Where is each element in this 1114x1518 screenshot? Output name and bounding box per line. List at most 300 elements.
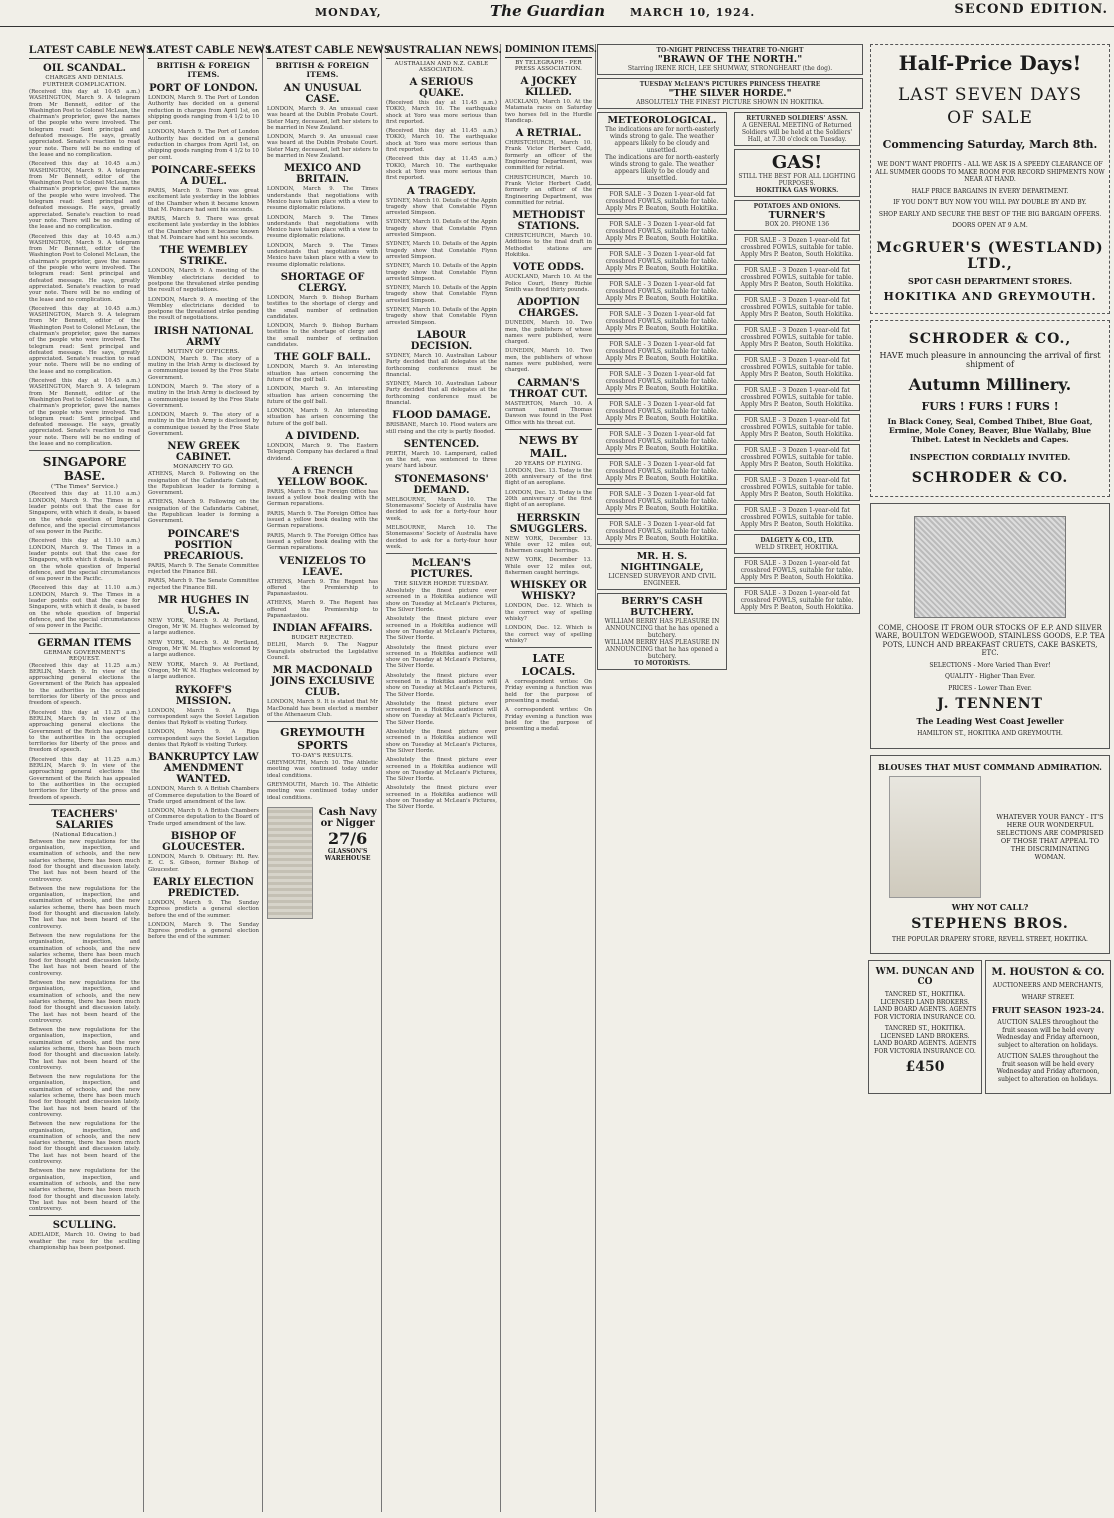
ad-text: SELECTIONS - More Varied Than Ever! bbox=[929, 661, 1051, 669]
article-body: LONDON, March 9. It is stated that Mr MacDonald has been elected a member of the Athenaeum Club. bbox=[267, 699, 378, 718]
classified-ad bbox=[597, 518, 727, 545]
article-body: LONDON, March 9. The Times understands that negotiations with Mexico have taken place with a view to resume diplomatic relations. bbox=[267, 242, 378, 268]
classified-ad bbox=[734, 587, 860, 614]
article-body: SYDNEY, March 10. Details of the Appin tragedy show that Constable Flynn arrested Simpson. bbox=[386, 197, 497, 217]
article-body: ADELAIDE, March 10. Owing to bad weather the race for the sculling championship has been postponed. bbox=[29, 1232, 140, 1252]
column-5 bbox=[502, 44, 596, 1512]
article-body: Absolutely the finest picture ever screened in a Hokitika audience will show on Tuesday at McLean's Pictures, The Silver Horde. bbox=[386, 644, 497, 670]
classified-ad bbox=[734, 234, 860, 261]
butchery-ad bbox=[597, 593, 727, 670]
article-body: PARIS, March 9. There was great excitement late yesterday in the lobbies of the Chamber when it became known that M. Poincare had sent his seconds. bbox=[148, 187, 259, 213]
ad-text: FOR SALE - 3 Dozen 1-year-old fat crossbred FOWLS, suitable for table. Apply Mrs P. Beaton, South Hokitika. bbox=[605, 221, 719, 242]
article-body: SYDNEY, March 10. Details of the Appin tragedy show that Constable Flynn arrested Simpson. bbox=[386, 219, 497, 239]
article-heading: MR HUGHES IN U.S.A. bbox=[157, 594, 250, 617]
classified-ad bbox=[597, 308, 727, 335]
column-3 bbox=[264, 44, 391, 1512]
article-heading: WHISKEY OR WHISKY? bbox=[510, 580, 587, 603]
ad-text: HAVE much pleasure in announcing the arrival of first shipment of bbox=[879, 350, 1101, 369]
firm-tagline: The Leading West Coast Jeweller bbox=[916, 716, 1064, 726]
ad-title: "BRAWN OF THE NORTH." bbox=[657, 54, 803, 65]
article-body: LONDON, March 9. Bishop Burham testifies to the shortage of clergy and the small number of ordination candidates. bbox=[267, 294, 378, 320]
article-body: (Received this day at 11.45 a.m.) TOKIO, March 10. The earthquake shock at Yoro was more serious than first reported. bbox=[386, 128, 497, 154]
article-body: LONDON, March 9. A Riga correspondent says the Soviet Legation denies that Rykoff is visiting Turkey. bbox=[148, 707, 259, 727]
ad-title: DALGETY & CO., LTD. bbox=[760, 537, 834, 544]
article-body: A correspondent writes: On Friday evening a function was held for the purpose of presenting a medal. bbox=[505, 679, 592, 705]
article-heading: A FRENCH YELLOW BOOK. bbox=[277, 465, 368, 488]
article-heading: INDIAN AFFAIRS. bbox=[272, 623, 373, 635]
sale-headline: Half-Price Days! bbox=[898, 51, 1082, 75]
ad-text: BOX 20. PHONE 136 bbox=[764, 221, 830, 228]
ad-text: LICENSED SURVEYOR AND CIVIL ENGINEER. bbox=[608, 573, 716, 587]
article-heading: A DIVIDEND. bbox=[285, 430, 360, 442]
houston-ad bbox=[985, 960, 1111, 1094]
ad-text: FOR SALE - 3 Dozen 1-year-old fat crossbred FOWLS, suitable for table. Apply Mrs P. Beaton, South Hokitika. bbox=[740, 447, 854, 468]
firm-name: SCHRODER & CO. bbox=[911, 469, 1069, 486]
ad-text: QUALITY - Higher Than Ever. bbox=[944, 673, 1036, 680]
masthead-date: MARCH 10, 1924. bbox=[630, 6, 756, 19]
article-body: (Received this day at 10.45 a.m.) WASHINGTON, March 9. A telegram from Mr Bennett, editor of the Washington Post to Colonel McLean, the chairman's proprietor, gave the names of the people who were involved. The telegram read: Sent principal and defeated message. He says, greatly appreciated. Senate's reaction to read your note. There will be no ending of the lease and no complication. bbox=[29, 233, 140, 303]
article-body: Absolutely the finest picture ever screened in a Hokitika audience will show on Tuesday at McLean's Pictures, The Silver Horde. bbox=[386, 672, 497, 698]
article-body: (Received this day at 10.45 a.m.) WASHINGTON, March 9. A telegram from Mr Bennett, editor of the Washington Post to Colonel McLean, the chairman's proprietor, gave the names of the people who were involved. The telegram read: Sent principal and defeated message. He says, greatly appreciated. Senate's reaction to read your note. There will be no ending of the lease and no complication. bbox=[29, 89, 140, 158]
article-body: PERTH, March 10. Lamperard, called on the net, was sentenced to three years' hard labour. bbox=[386, 450, 497, 470]
article-body: (Received this day at 11.45 a.m.) TOKIO, March 10. The earthquake shock at Yoro was more serious than first reported. bbox=[386, 100, 497, 125]
ad-title: BLOUSES THAT MUST COMMAND ADMIRATION. bbox=[878, 761, 1102, 772]
ad-text: WILLIAM BERRY HAS PLEASURE IN ANNOUNCING that he has opened a butchery. bbox=[604, 618, 720, 639]
store-location: HOKITIKA AND GREYMOUTH. bbox=[883, 289, 1097, 303]
article-body: (Received this day at 11.25 a.m.) BERLIN, March 9. In view of the approaching general elections the Government of the Reich has appealed to the authorities in the occupied territories for liberty of the press and freedom of speech. bbox=[29, 756, 140, 801]
ad-text: In Black Coney, Seal, Combed Thibet, Blue Goat, Ermine, Mole Coney, Beaver, Blue Wallaby, Blue Thibet. Latest in Necklets and Capes. bbox=[887, 416, 1093, 444]
ad-header: TUESDAY McLEAN'S PICTURES PRINCESS THEATRE bbox=[639, 81, 821, 88]
article-heading: STONEMASONS' DEMAND. bbox=[394, 473, 489, 496]
ad-text: FOR SALE - 3 Dozen 1-year-old fat crossbred FOWLS, suitable for table. Apply Mrs P. Beaton, South Hokitika. bbox=[740, 387, 854, 408]
article-heading: A JOCKEY KILLED. bbox=[520, 76, 577, 98]
article-heading: ADOPTION CHARGES. bbox=[517, 297, 580, 320]
woman-illustration bbox=[889, 776, 981, 898]
column-subheading: BRITISH & FOREIGN ITEMS. bbox=[156, 61, 251, 79]
article-subheading: BUDGET REJECTED. bbox=[291, 635, 354, 642]
article-heading: EARLY ELECTION PREDICTED. bbox=[153, 876, 254, 899]
article-body: PARIS, March 9. The Foreign Office has issued a yellow book dealing with the German reparations. bbox=[267, 488, 378, 508]
article-body: LONDON, Dec. 13. Today is the 20th anniversary of the first flight of an aeroplane. bbox=[505, 467, 592, 487]
classified-ad bbox=[597, 218, 727, 245]
meteorological-notice bbox=[597, 112, 727, 185]
article-subheading: TO-DAY'S RESULTS. bbox=[291, 753, 354, 760]
potatoes-ad bbox=[734, 200, 860, 231]
ad-text: FOR SALE - 3 Dozen 1-year-old fat crossbred FOWLS, suitable for table. Apply Mrs P. Beaton, South Hokitika. bbox=[605, 311, 719, 332]
article-body: LONDON, March 9. An interesting situation has arisen concerning the future of the golf ball. bbox=[267, 408, 378, 427]
ad-text: FOR SALE - 3 Dozen 1-year-old fat crossbred FOWLS, suitable for table. Apply Mrs P. Beaton, South Hokitika. bbox=[605, 521, 719, 542]
article-subheading: GERMAN GOVERNMENT'S REQUEST. bbox=[43, 649, 126, 662]
firm-address: WHARF STREET. bbox=[1021, 993, 1075, 1001]
article-heading: SHORTAGE OF CLERGY. bbox=[280, 271, 365, 294]
article-heading: IRISH NATIONAL ARMY bbox=[154, 325, 253, 348]
article-body: Absolutely the finest picture ever screened in a Hokitika audience will show on Tuesday at McLean's Pictures, The Silver Horde. bbox=[386, 785, 497, 811]
ad-text: FOR SALE - 3 Dozen 1-year-old fat crossbred FOWLS, suitable for table. Apply Mrs P. Beaton, South Hokitika. bbox=[605, 341, 719, 362]
article-body: LONDON, March 9. The story of a mutiny in the Irish Army is disclosed by a communique issued by the Free State Government. bbox=[148, 412, 259, 437]
ad-title: BERRY'S CASH BUTCHERY. bbox=[621, 596, 703, 618]
ad-title: RETURNED SOLDIERS' ASSN. bbox=[746, 115, 848, 122]
ad-text: ABSOLUTELY THE FINEST PICTURE SHOWN IN HOKITIKA. bbox=[636, 99, 824, 106]
classified-ad bbox=[734, 264, 860, 291]
article-heading: SCULLING. bbox=[52, 1220, 117, 1232]
classified-ad bbox=[597, 338, 727, 365]
ad-title: MR. H. S. NIGHTINGALE, bbox=[620, 551, 704, 573]
article-body: LONDON, March 9. The story of a mutiny in the Irish Army is disclosed by a communique issued by the Free State Government. bbox=[148, 355, 259, 381]
article-body: PARIS, March 9. The Foreign Office has issued a yellow book dealing with the German reparations. bbox=[267, 532, 378, 552]
article-heading: NEWS BY MAIL. bbox=[518, 433, 579, 460]
article-body: Between the new regulations for the organisation, inspection, and examination of schools, and the new salaries scheme, there has been much food for thought and discussion lately. The last has not been heard of the controversy. bbox=[29, 1074, 140, 1118]
store-tagline: SPOT CASH DEPARTMENT STORES. bbox=[907, 275, 1073, 286]
article-body: A correspondent writes: On Friday evening a function was held for the purpose of presenting a medal. bbox=[505, 707, 592, 733]
ad-header: TO-NIGHT PRINCESS THEATRE TO-NIGHT bbox=[656, 47, 804, 54]
ad-subtitle: FRUIT SEASON 1923-24. bbox=[991, 1005, 1105, 1015]
article-heading: HERRSKIN SMUGGLERS. bbox=[509, 512, 588, 535]
article-heading: SINGAPORE BASE. bbox=[42, 455, 127, 484]
ad-text: WILLIAM BERRY HAS PLEASURE IN ANNOUNCING that he has opened a butchery. bbox=[604, 639, 720, 660]
ads-left-subcolumn bbox=[595, 112, 729, 673]
article-heading: A SERIOUS QUAKE. bbox=[409, 77, 474, 99]
theatre-ad-mcleans bbox=[597, 78, 863, 109]
column-heading: LATEST CABLE NEWS bbox=[29, 44, 140, 59]
classified-ad bbox=[734, 557, 860, 584]
ad-text: The indications are for north-easterly winds strong to gale. The weather appears likely to be cloudy and unsettled. bbox=[604, 126, 720, 154]
firm-address: HAMILTON ST., HOKITIKA AND GREYMOUTH. bbox=[917, 730, 1063, 737]
article-heading: LATE LOCALS. bbox=[521, 652, 576, 679]
ad-text: TANCRED ST., HOKITIKA. LICENSED LAND BROKERS. LAND BOARD AGENTS. AGENTS FOR VICTORIA INSURANCE CO. bbox=[873, 1025, 977, 1055]
gas-ad bbox=[734, 149, 860, 197]
stephens-blouses-ad bbox=[870, 755, 1110, 955]
glasson-ad bbox=[267, 807, 378, 919]
ad-text: WELD STREET, HOKITIKA. bbox=[755, 544, 839, 551]
article-body: (Received this day at 10.45 a.m.) WASHINGTON, March 9. A telegram from Mr Bennett, editor of the Washington Post to Colonel McLean, the chairman's proprietor, gave the names of the people who were involved. The telegram read: Sent principal and defeated message. He says, greatly appreciated. Senate's reaction to read your note. There will be no ending of the lease and no complication. bbox=[29, 378, 140, 448]
article-body: PARIS, March 9. There was great excitement late yesterday in the lobbies of the Chamber when it became known that M. Poincare had sent his seconds. bbox=[148, 216, 259, 242]
article-body: Between the new regulations for the organisation, inspection, and examination of schools, and the new salaries scheme, there has been much food for thought and discussion lately. The last has not been heard of the controversy. bbox=[29, 1121, 140, 1166]
article-body: LONDON, March 9. The Port of London Authority has decided on a general reduction in charges from April 1st, on shipping goods ranging from 4 1/2 to 10 per cent. bbox=[148, 129, 259, 161]
sale-text: SHOP EARLY AND SECURE THE BEST OF THE BIG BARGAIN OFFERS. bbox=[878, 210, 1102, 218]
divider bbox=[505, 647, 592, 648]
article-body: PARIS, March 9. The Senate Committee rejected the Finance Bill. bbox=[148, 578, 259, 591]
column-1 bbox=[26, 44, 153, 1512]
article-body: (Received this day at 11.45 a.m.) TOKIO, March 10. The earthquake shock at Yoro was more serious than first reported. bbox=[386, 156, 497, 182]
divider bbox=[29, 633, 140, 634]
article-body: BRISBANE, March 10. Flood waters are still rising and the city is partly flooded. bbox=[386, 422, 497, 435]
article-body: LONDON, March 9. The story of a mutiny in the Irish Army is disclosed by a communique issued by the Free State Government. bbox=[148, 383, 259, 409]
classified-ad bbox=[734, 444, 860, 471]
article-body: ATHENS, March 9. Following on the resignation of the Cafandaris Cabinet, the Republican leader is forming a Government. bbox=[148, 471, 259, 497]
article-body: LONDON, March 9. The Sunday Express predicts a general election before the end of the summer. bbox=[148, 921, 259, 941]
ad-text: FOR SALE - 3 Dozen 1-year-old fat crossbred FOWLS, suitable for table. Apply Mrs P. Beaton, South Hokitika. bbox=[605, 431, 719, 452]
theatre-ad-princess bbox=[597, 44, 863, 75]
column-subheading: BRITISH & FOREIGN ITEMS. bbox=[275, 61, 370, 79]
ad-title: METEOROLOGICAL. bbox=[607, 115, 717, 126]
ad-title: POTATOES AND ONIONS. bbox=[753, 203, 841, 210]
firm-name: WM. DUNCAN AND CO bbox=[875, 967, 975, 987]
article-body: Absolutely the finest picture ever screened in a Hokitika audience will show on Tuesday at McLean's Pictures, The Silver Horde. bbox=[386, 700, 497, 726]
article-body: LONDON, Dec. 12. Which is the correct way of spelling whisky? bbox=[505, 603, 592, 622]
ad-text: WHY NOT CALL? bbox=[951, 901, 1029, 912]
ad-text: FOR SALE - 3 Dozen 1-year-old fat crossbred FOWLS, suitable for table. Apply Mrs P. Beaton, South Hokitika. bbox=[740, 357, 854, 378]
article-heading: MR MACDONALD JOINS EXCLUSIVE CLUB. bbox=[270, 665, 375, 699]
ad-text: FOR SALE - 3 Dozen 1-year-old fat crossbred FOWLS, suitable for table. Apply Mrs P. Beaton, South Hokitika. bbox=[605, 191, 719, 212]
article-body: DUNEDIN, March 10. Two men, the publishers of whose names were published, were charged. bbox=[505, 320, 592, 346]
article-heading: CARMAN'S THROAT CUT. bbox=[509, 377, 588, 400]
article-body: ATHENS, March 9. The Regent has offered the Premiership to Papanastasiou. bbox=[267, 600, 378, 620]
article-body: (Received this day at 11.25 a.m.) BERLIN, March 9. In view of the approaching general elections the Government of the Reich has appealed to the authorities in the occupied territories for liberty of the press and freedom of speech. bbox=[29, 709, 140, 754]
right-column bbox=[868, 44, 1112, 1512]
article-body: SYDNEY, March 10. Details of the Appin tragedy show that Constable Flynn arrested Simpson. bbox=[386, 241, 497, 260]
store-name: McGRUER'S (WESTLAND) LTD., bbox=[876, 239, 1104, 272]
ad-product: Cash Navy or Nigger bbox=[318, 806, 377, 829]
article-subheading: MONARCHY TO GO. bbox=[173, 464, 234, 471]
article-body: Between the new regulations for the organisation, inspection, and examination of schools, and the new salaries scheme, there has been much food for thought and discussion lately. The last has not been heard of the controversy. bbox=[29, 1027, 140, 1071]
article-body: LONDON, Dec. 13. Today is the 20th anniversary of the first flight of an aeroplane. bbox=[505, 489, 592, 509]
firm-name: J. TENNENT bbox=[937, 696, 1043, 712]
article-body: Between the new regulations for the organisation, inspection, and examination of schools, and the new salaries scheme, there has been much food for thought and discussion lately. The last has not been heard of the controversy. bbox=[29, 885, 140, 930]
article-body: SYDNEY, March 10. Details of the Appin tragedy show that Constable Flynn arrested Simpson. bbox=[386, 307, 497, 326]
ad-highlight: Autumn Millinery. bbox=[908, 374, 1072, 394]
article-body: MELBOURNE, March 10. The Stonemasons' Society of Australia have decided to ask for a forty-four hour week. bbox=[386, 524, 497, 550]
article-heading: GREYMOUTH SPORTS bbox=[280, 726, 365, 753]
article-body: Between the new regulations for the organisation, inspection, and examination of schools, and the new salaries scheme, there has been much food for thought and discussion lately. The last has not been heard of the controversy. bbox=[29, 1168, 140, 1213]
sale-subheadline: OF SALE bbox=[947, 108, 1033, 128]
article-body: MASTERTON, March 10. A carman named Thomas Dawson was found in the Post Office with his throat cut. bbox=[505, 400, 592, 426]
article-heading: POINCARE'S POSITION PRECARIOUS. bbox=[163, 528, 244, 562]
article-body: SYDNEY, March 10. Details of the Appin tragedy show that Constable Flynn arrested Simpson. bbox=[386, 285, 497, 304]
classified-ad bbox=[597, 188, 727, 215]
article-subheading: 20 YEARS OF FLYING. bbox=[514, 460, 583, 467]
firm-name: SCHRODER & CO., bbox=[908, 330, 1072, 347]
silverware-illustration bbox=[914, 516, 1066, 618]
article-heading: METHODIST STATIONS. bbox=[512, 210, 585, 233]
ad-text: FOR SALE - 3 Dozen 1-year-old fat crossbred FOWLS, suitable for table. Apply Mrs P. Beaton, South Hokitika. bbox=[740, 560, 854, 581]
ad-firm: GLASSON'S WAREHOUSE bbox=[324, 847, 371, 862]
article-heading: THE WEMBLEY STRIKE. bbox=[159, 245, 248, 268]
column-heading: AUSTRALIAN NEWS. bbox=[386, 44, 497, 59]
article-body: Absolutely the finest picture ever screened in a Hokitika audience will show on Tuesday at McLean's Pictures, The Silver Horde. bbox=[386, 588, 497, 614]
article-body: Between the new regulations for the organisation, inspection, and examination of schools, and the new salaries scheme, there has been much food for thought and discussion lately. The last has not been heard of the controversy. bbox=[29, 932, 140, 977]
ad-text: FOR SALE - 3 Dozen 1-year-old fat crossbred FOWLS, suitable for table. Apply Mrs P. Beaton, South Hokitika. bbox=[605, 461, 719, 482]
ad-text: FOR SALE - 3 Dozen 1-year-old fat crossbred FOWLS, suitable for table. Apply Mrs P. Beaton, South Hokitika. bbox=[605, 491, 719, 512]
ad-text: AUCTION SALES throughout the fruit season will be held every Wednesday and Friday afternoon, subject to alteration on holidays. bbox=[996, 1053, 1100, 1083]
article-heading: BISHOP OF GLOUCESTER. bbox=[162, 831, 245, 854]
masthead-edition: SECOND EDITION. bbox=[954, 2, 1108, 17]
article-body: LONDON, March 9. A British Chambers of Commerce deputation to the Board of Trade urged amendment of the law. bbox=[148, 786, 259, 805]
ad-price: 27/6 bbox=[327, 828, 368, 848]
article-body: NEW YORK, March 9. At Portland, Oregon, Mr W. M. Hughes welcomed by a large audience. bbox=[148, 661, 259, 681]
ad-text: Starring IRENE RICH, LEE SHUMWAY, STRONGHEART (the dog). bbox=[627, 65, 833, 72]
article-body: SYDNEY, March 10. Australian Labour Party decided that all delegates at the forthcoming conference must be financial. bbox=[386, 381, 497, 406]
ad-text: The indications are for north-easterly winds strong to gale. The weather appears likely to be cloudy and unsettled. bbox=[604, 154, 720, 182]
ad-text: AUCTION SALES throughout the fruit season will be held every Wednesday and Friday afternoon, subject to alteration on holidays. bbox=[996, 1019, 1100, 1049]
article-body: LONDON, March 9. The Eastern Telegraph Company has declared a final dividend. bbox=[267, 442, 378, 462]
ad-highlight: FURS ! FURS ! FURS ! bbox=[921, 399, 1059, 413]
column-2 bbox=[145, 44, 272, 1512]
article-body: (Received this day at 10.45 a.m.) WASHINGTON, March 9. A telegram from Mr Bennett, editor of the Washington Post to Colonel McLean, the chairman's proprietor, gave the names of the people who were involved. The telegram read: Sent principal and defeated message. He says, greatly appreciated. Senate's reaction to read your note. There will be no ending of the lease and no complication. bbox=[29, 161, 140, 231]
article-heading: TEACHERS' SALARIES bbox=[51, 808, 118, 831]
article-body: LONDON, March 9. An interesting situation has arisen concerning the future of the golf ball. bbox=[267, 386, 378, 405]
divider bbox=[29, 1215, 140, 1216]
ad-text: FOR SALE - 3 Dozen 1-year-old fat crossbred FOWLS, suitable for table. Apply Mrs P. Beaton, South Hokitika. bbox=[740, 297, 854, 318]
ad-subtitle: HOKITIKA GAS WORKS. bbox=[755, 187, 839, 194]
price-highlight: £450 bbox=[905, 1059, 945, 1075]
ad-subtitle: TO MOTORISTS. bbox=[633, 660, 691, 667]
article-subheading: ("The Times" Service.) bbox=[50, 484, 119, 491]
article-body: NEW YORK, March 9. At Portland, Oregon, Mr W. M. Hughes welcomed by a large audience. bbox=[148, 617, 259, 637]
article-subheading: THE SILVER HORDE TUESDAY. bbox=[394, 581, 489, 588]
ad-title: "THE SILVER HORDE." bbox=[668, 88, 792, 99]
article-body: (Received this day at 11.10 a.m.) LONDON, March 9. The Times in a leader points out that the case for Singapore, with which it deals, is based on the whole question of Imperial defence, and the special circumstances of sea power in the Pacific. bbox=[29, 538, 140, 583]
article-body: LONDON, March 9. The Port of London Authority has decided on a general reduction in charges from April 1st, on shipping goods ranging from 4 1/2 to 10 per cent. bbox=[148, 95, 259, 127]
returned-soldiers-notice bbox=[734, 112, 860, 146]
ad-text: FOR SALE - 3 Dozen 1-year-old fat crossbred FOWLS, suitable for table. Apply Mrs P. Beaton, South Hokitika. bbox=[605, 371, 719, 392]
article-subheading: (National Education.) bbox=[52, 831, 117, 838]
article-body: Absolutely the finest picture ever screened in a Hokitika audience will show on Tuesday at McLean's Pictures, The Silver Horde. bbox=[386, 729, 497, 754]
article-body: PARIS, March 9. The Senate Committee rejected the Finance Bill. bbox=[148, 562, 259, 575]
article-heading: RYKOFF'S MISSION. bbox=[175, 684, 232, 707]
firm-tagline: AUCTIONEERS AND MERCHANTS, bbox=[992, 982, 1104, 989]
ads-right-subcolumn bbox=[732, 112, 862, 673]
article-body: AUCKLAND, March 10. At the Police Court, Henry Richie Smith was fined thirty pounds. bbox=[505, 274, 592, 293]
sale-text: DOORS OPEN AT 9 A.M. bbox=[952, 222, 1028, 229]
article-heading: POINCARE-SEEKS A DUEL. bbox=[151, 164, 256, 187]
article-body: LONDON, March 9. A British Chambers of Commerce deputation to the Board of Trade urged amendment of the law. bbox=[148, 808, 259, 827]
ad-text: TANCRED ST., HOKITIKA. LICENSED LAND BROKERS. LAND BOARD AGENTS. AGENTS FOR VICTORIA INSURANCE CO. bbox=[873, 991, 977, 1021]
divider bbox=[505, 429, 592, 430]
article-body: DELHI, March 9. The Nagpur Swarajists obstructed the Legislative Council. bbox=[267, 642, 378, 661]
classified-ad bbox=[734, 384, 860, 411]
article-body: LONDON, March 9. The Times understands that negotiations with Mexico have taken place with a view to resume diplomatic relations. bbox=[267, 186, 378, 212]
article-body: PARIS, March 9. The Foreign Office has issued a yellow book dealing with the German reparations. bbox=[267, 510, 378, 530]
classified-ad bbox=[597, 248, 727, 275]
article-heading: LABOUR DECISION. bbox=[410, 329, 473, 352]
ad-text: FOR SALE - 3 Dozen 1-year-old fat crossbred FOWLS, suitable for table. Apply Mrs P. Beaton, South Hokitika. bbox=[740, 237, 854, 258]
classified-ad bbox=[597, 278, 727, 305]
article-body: LONDON, March 9. The Sunday Express predicts a general election before the end of the summer. bbox=[148, 899, 259, 919]
article-body: LONDON, March 9. Obituary: Rt. Rev. E. C. S. Gibson, former Bishop of Gloucester. bbox=[148, 854, 259, 873]
ad-text: FOR SALE - 3 Dozen 1-year-old fat crossbred FOWLS, suitable for table. Apply Mrs P. Beaton, South Hokitika. bbox=[740, 267, 854, 288]
ad-text: FOR SALE - 3 Dozen 1-year-old fat crossbred FOWLS, suitable for table. Apply Mrs P. Beaton, South Hokitika. bbox=[740, 417, 854, 438]
article-body: LONDON, March 9. Bishop Burham testifies to the shortage of clergy and the small number of ordination candidates. bbox=[267, 323, 378, 349]
classified-ad bbox=[597, 458, 727, 485]
article-body: LONDON, March 9. An interesting situation has arisen concerning the future of the golf ball. bbox=[267, 364, 378, 383]
article-body: LONDON, March 9. An unusual case was heard at the Dublin Probate Court. Sister Mary, deceased, left her sisters to be married in New Zealand. bbox=[267, 106, 378, 131]
article-body: Between the new regulations for the organisation, inspection, and examination of schools, and the new salaries scheme, there has been much food for thought and discussion lately. The last has not been heard of the controversy. bbox=[29, 838, 140, 883]
ad-text: A GENERAL MEETING of Returned Soldiers will be held at the Soldiers' Hall, at 7.30 o'clock on Tuesday. bbox=[741, 122, 853, 143]
ad-text: STILL THE BEST FOR ALL LIGHTING PURPOSES. bbox=[738, 173, 856, 187]
article-body: GREYMOUTH, March 10. The Athletic meeting was continued today under ideal conditions. bbox=[267, 760, 378, 779]
masthead bbox=[0, 0, 1114, 27]
column-heading: LATEST CABLE NEWS bbox=[267, 44, 378, 59]
divider bbox=[267, 721, 378, 722]
article-body: LONDON, March 9. A meeting of the Wembley electricians decided to postpone the threatened strike pending the result of negotiations. bbox=[148, 296, 259, 322]
schroder-millinery-ad bbox=[870, 320, 1110, 497]
ad-text: FOR SALE - 3 Dozen 1-year-old fat crossbred FOWLS, suitable for table. Apply Mrs P. Beaton, South Hokitika. bbox=[605, 401, 719, 422]
article-body: CHRISTCHURCH, March 10. Additions to the final draft in Methodist stations are Hokitika. bbox=[505, 233, 592, 259]
article-body: Absolutely the finest picture ever screened in a Hokitika audience will show on Tuesday at McLean's Pictures, The Silver Horde. bbox=[386, 616, 497, 642]
duncan-ad bbox=[868, 960, 982, 1094]
ad-text: WHATEVER YOUR FANCY - IT'S HERE OUR WONDERFUL SELECTIONS ARE COMPRISED OF THOSE THAT APPEAL TO THE DISCRIMINATING WOMAN. bbox=[996, 812, 1104, 861]
article-body: DUNEDIN, March 10. Two men, the publishers of whose names were published, were charged. bbox=[505, 348, 592, 374]
article-body: LONDON, March 9. A Riga correspondent says the Soviet Legation denies that Rykoff is visiting Turkey. bbox=[148, 729, 259, 748]
article-body: CHRISTCHURCH, March 10. Frank Victor Herbert Cadd, formerly an officer of the Engineering Department, was committed for retrial. bbox=[505, 140, 592, 172]
article-heading: McLEAN'S PICTURES. bbox=[410, 558, 473, 581]
article-heading: GERMAN ITEMS bbox=[37, 637, 132, 649]
classified-ad bbox=[734, 324, 860, 351]
article-heading: A TRAGEDY. bbox=[407, 185, 476, 197]
article-heading: BANKRUPTCY LAW AMENDMENT WANTED. bbox=[148, 752, 259, 786]
sale-text: IF YOU DON'T BUY NOW YOU WILL PAY DOUBLE BY AND BY. bbox=[893, 199, 1087, 206]
classified-ad bbox=[734, 504, 860, 531]
masthead-paper-name: The Guardian bbox=[490, 2, 605, 20]
ad-text: FOR SALE - 3 Dozen 1-year-old fat crossbred FOWLS, suitable for table. Apply Mrs P. Beaton, South Hokitika. bbox=[740, 477, 854, 498]
article-heading: PORT OF LONDON. bbox=[149, 83, 258, 94]
classified-ad bbox=[734, 474, 860, 501]
article-heading: NEW GREEK CABINET. bbox=[167, 441, 240, 464]
article-body: SYDNEY, March 10. Australian Labour Party decided that all delegates at the forthcoming conference must be financial. bbox=[386, 352, 497, 378]
article-body: NEW YORK, March 9. At Portland, Oregon, Mr W. M. Hughes welcomed by a large audience. bbox=[148, 639, 259, 659]
article-body: NEW YORK, December 13. While over 12 miles out, fishermen caught herrings. bbox=[505, 535, 592, 555]
article-body: Absolutely the finest picture ever screened in a Hokitika audience will show on Tuesday at McLean's Pictures, The Silver Horde. bbox=[386, 757, 497, 783]
ad-text: PRICES - Lower Than Ever. bbox=[948, 684, 1032, 692]
masthead-day: MONDAY, bbox=[315, 6, 382, 19]
article-heading: MEXICO AND BRITAIN. bbox=[284, 163, 361, 186]
article-body: (Received this day at 10.45 a.m.) WASHINGTON, March 9. A telegram from Mr Bennett, editor of the Washington Post to Colonel McLean, the chairman's proprietor, gave the names of the people who were involved. The telegram read: Sent principal and defeated message. He says, greatly appreciated. Senate's reaction to read your note. There will be no ending of the lease and no complication. bbox=[29, 305, 140, 375]
surveyor-ad bbox=[597, 548, 727, 590]
ad-text: COME, CHOOSE IT FROM OUR STOCKS OF E.P. AND SILVER WARE, BOULTON WEDGEWOOD, STAINLESS GOODS, E.P. TEA POTS, LUNCH AND BREAKFAST CRUETS, CAKE BASKETS, ETC. bbox=[875, 623, 1105, 657]
column-subheading: AUSTRALIAN AND N.Z. CABLE ASSOCIATION. bbox=[394, 61, 489, 73]
column-4 bbox=[383, 44, 501, 1512]
article-body: ATHENS, March 9. The Regent has offered the Premiership to Papanastasiou. bbox=[267, 578, 378, 598]
ad-text: FOR SALE - 3 Dozen 1-year-old fat crossbred FOWLS, suitable for table. Apply Mrs P. Beaton, South Hokitika. bbox=[740, 590, 854, 611]
article-heading: A RETRIAL. bbox=[515, 128, 582, 140]
article-body: (Received this day at 11.10 a.m.) LONDON, March 9. The Times in a leader points out that the case for Singapore, with which it deals, is based on the whole question of Imperial defence, and the special circumstances of sea power in the Pacific. bbox=[29, 491, 140, 536]
classified-ad bbox=[597, 368, 727, 395]
divider bbox=[29, 450, 140, 451]
classified-ad bbox=[734, 414, 860, 441]
article-body: Between the new regulations for the organisation, inspection, and examination of schools, and the new salaries scheme, there has been much food for thought and discussion lately. The last has not been heard of the controversy. bbox=[29, 980, 140, 1024]
sale-text: WE DON'T WANT PROFITS - ALL WE ASK IS A SPEEDY CLEARANCE OF ALL SUMMER GOODS TO MAKE ROOM FOR RECORD SHIPMENTS NOW NEAR AT HAND. bbox=[875, 161, 1105, 183]
article-heading: FLOOD DAMAGE. bbox=[392, 410, 491, 422]
article-body: ATHENS, March 9. Following on the resignation of the Cafandaris Cabinet, the Republican leader is forming a Government. bbox=[148, 499, 259, 525]
column-heading: DOMINION ITEMS. bbox=[505, 44, 592, 58]
firm-name: STEPHENS BROS. bbox=[911, 915, 1069, 932]
article-body: CHRISTCHURCH, March 10. Frank Victor Herbert Cadd, formerly an officer of the Engineering Department, was committed for retrial. bbox=[505, 174, 592, 206]
article-heading: AN UNUSUAL CASE. bbox=[283, 83, 362, 105]
ad-text: INSPECTION CORDIALLY INVITED. bbox=[909, 451, 1071, 462]
ad-text: FOR SALE - 3 Dozen 1-year-old fat crossbred FOWLS, suitable for table. Apply Mrs P. Beaton, South Hokitika. bbox=[740, 327, 854, 348]
classified-ad bbox=[597, 488, 727, 515]
firm-name: M. HOUSTON & CO. bbox=[991, 967, 1105, 978]
sale-text: HALF PRICE BARGAINS IN EVERY DEPARTMENT. bbox=[911, 187, 1069, 195]
article-body: MELBOURNE, March 10. The Stonemasons' Society of Australia have decided to ask for a forty-four hour week. bbox=[386, 496, 497, 522]
ad-title: GAS! bbox=[771, 152, 823, 173]
half-price-sale-ad bbox=[870, 44, 1110, 314]
article-body: (Received this day at 11.10 a.m.) LONDON, March 9. The Times in a leader points out that the case for Singapore, with which it deals, is based on the whole question of Imperial defence, and the special circumstances of sea power in the Pacific. bbox=[29, 585, 140, 630]
firm-address: THE POPULAR DRAPERY STORE, REVELL STREET, HOKITIKA. bbox=[892, 935, 1088, 943]
classified-ad bbox=[734, 354, 860, 381]
article-heading: THE GOLF BALL. bbox=[274, 352, 371, 364]
article-body: AUCKLAND, March 10. At the Matamata races on Saturday two horses fell in the Hurdle Handicap. bbox=[505, 99, 592, 124]
ad-text: FOR SALE - 3 Dozen 1-year-old fat crossbred FOWLS, suitable for table. Apply Mrs P. Beaton, South Hokitika. bbox=[740, 507, 854, 528]
column-heading: LATEST CABLE NEWS bbox=[148, 44, 259, 59]
classified-ad bbox=[597, 398, 727, 425]
article-heading: OIL SCANDAL. bbox=[43, 63, 126, 74]
ad-text: FOR SALE - 3 Dozen 1-year-old fat crossbred FOWLS, suitable for table. Apply Mrs P. Beaton, South Hokitika. bbox=[605, 251, 719, 272]
article-subheading: CHARGES AND DENIALS. bbox=[45, 75, 124, 81]
article-body: LONDON, March 9. An unusual case was heard at the Dublin Probate Court. Sister Mary, deceased, left her sisters to be married in New Zealand. bbox=[267, 134, 378, 160]
ad-title: TURNER'S bbox=[768, 210, 826, 221]
dalgety-ad bbox=[734, 534, 860, 554]
